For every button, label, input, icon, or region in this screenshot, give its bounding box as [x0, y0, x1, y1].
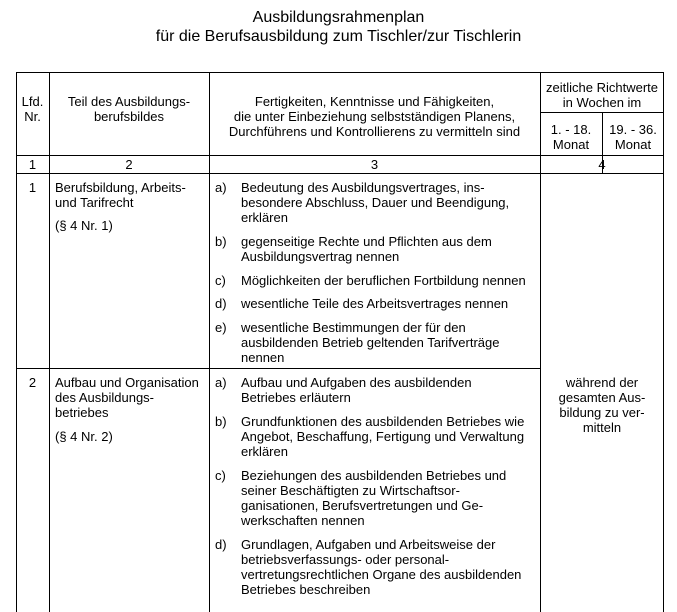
item-label: d): [215, 537, 227, 552]
page-subtitle: für die Berufsausbildung zum Tischler/zur Tischlerin: [155, 28, 522, 45]
column-divider-2: [209, 72, 210, 612]
item-label: b): [215, 234, 227, 249]
column-number-1: 1: [28, 157, 37, 172]
column-number-4: 4: [598, 157, 606, 172]
item-text: Möglichkeiten der beruflichen Fortbildung nennen: [241, 273, 526, 288]
header-bottom-line: [16, 155, 664, 156]
item-label: c): [215, 468, 226, 483]
item-text: Aufbau und Aufgaben des ausbildenden Betriebes erläutern: [241, 375, 472, 405]
column-number-3: 3: [370, 157, 379, 172]
header-month-1-18: 1. - 18. Monat: [550, 122, 592, 152]
row-number: 1: [28, 180, 37, 195]
item-label: b): [215, 414, 227, 429]
item-label: c): [215, 273, 226, 288]
row-number: 2: [28, 375, 37, 390]
item-label: a): [215, 375, 227, 390]
training-plan-table: [16, 72, 664, 612]
header-teil: Teil des Ausbildungs- berufsbildes: [67, 94, 191, 124]
row-divider: [16, 368, 540, 369]
header-fertigkeiten: Fertigkeiten, Kenntnisse und Fähigkeiten, die unter Einbeziehung selbstständigen Planens, Durchführens und Kontrollierens zu vermitteln sind: [228, 94, 521, 139]
item-label: e): [215, 320, 227, 335]
row-paragraph-ref: (§ 4 Nr. 2): [55, 429, 113, 444]
item-text: gegenseitige Rechte und Pflichten aus dem Ausbildungsvertrag nennen: [241, 234, 492, 264]
item-text: Grundlagen, Aufgaben und Arbeitsweise der betriebsverfassungs- oder personal- vertretungsrechtlichen Organe des ausbildenden Betriebes beschreiben: [241, 537, 522, 597]
item-text: wesentliche Bestimmungen der für den ausbildenden Betrieb geltenden Tarifverträge nennen: [241, 320, 500, 365]
row-paragraph-ref: (§ 4 Nr. 1): [55, 218, 113, 233]
item-label: d): [215, 296, 227, 311]
row-part-title: Berufsbildung, Arbeits- und Tarifrecht: [55, 180, 186, 210]
item-text: Grundfunktionen des ausbildenden Betriebes wie Angebot, Beschaffung, Fertigung und Verwaltung erklären: [241, 414, 525, 459]
table-border-right: [663, 72, 664, 612]
header-lfd-nr: Lfd. Nr.: [21, 94, 44, 124]
item-text: Bedeutung des Ausbildungsvertrages, ins- besondere Abschluss, Dauer und Beendigung, erklären: [241, 180, 510, 225]
item-text: Beziehungen des ausbildenden Betriebes und seiner Beschäftigten zu Wirtschaftsor- ganisationen, Berufsvertretungen und Ge- werkschaften nennen: [241, 468, 507, 528]
page-title: Ausbildungsrahmenplan: [252, 9, 425, 26]
column-number-2: 2: [125, 157, 133, 172]
duration-note: während der gesamten Aus- bildung zu ver- mitteln: [558, 375, 646, 435]
header-month-19-36: 19. - 36. Monat: [609, 122, 657, 152]
row-part-title: Aufbau und Organisation des Ausbildungs- betriebes: [55, 375, 199, 420]
table-border-left: [16, 72, 17, 612]
table-border-top: [16, 72, 664, 73]
header-zeitliche-richtwerte: zeitliche Richtwerte in Wochen im: [546, 80, 658, 110]
item-text: wesentliche Teile des Arbeitsvertrages nennen: [241, 296, 509, 311]
item-label: a): [215, 180, 227, 195]
column-number-line: [16, 173, 664, 174]
column-divider-1: [49, 72, 50, 612]
